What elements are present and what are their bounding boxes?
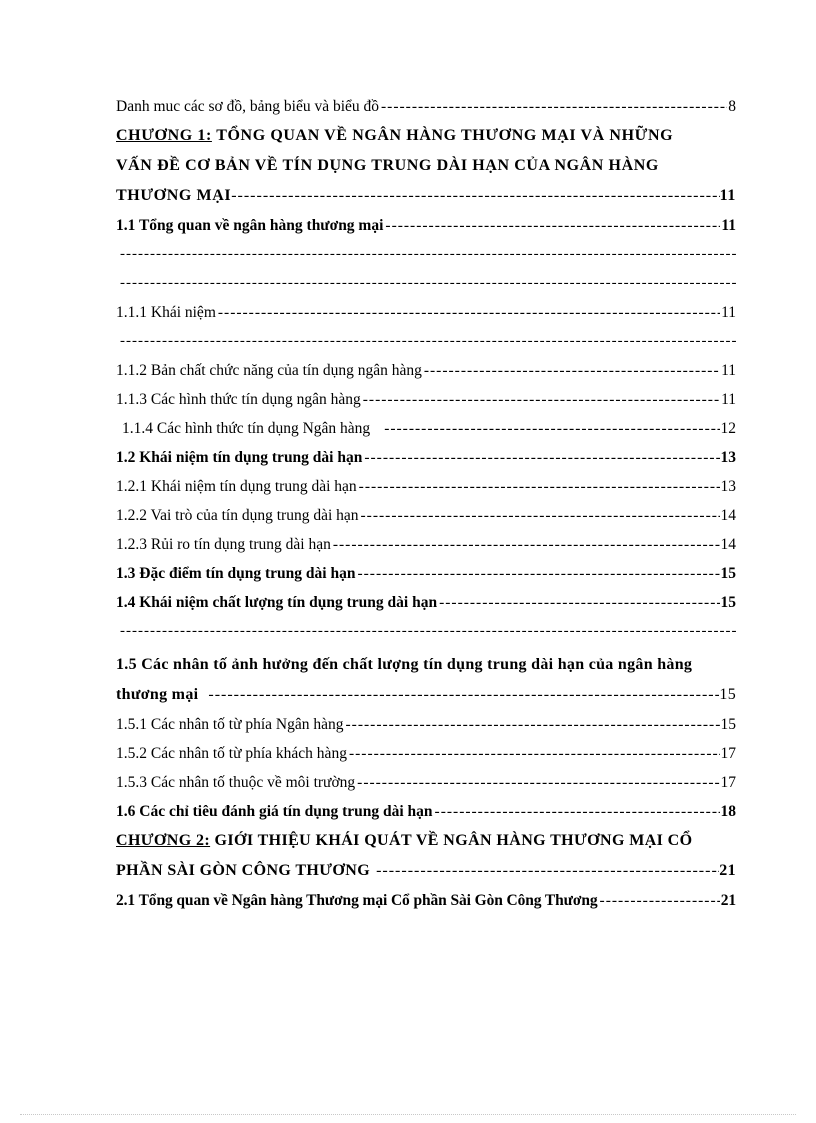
toc-label: 1.2 Khái niệm tín dụng trung dài hạn (116, 449, 363, 466)
toc-label: 1.5.2 Các nhân tố từ phía khách hàng (116, 745, 347, 762)
toc-page-number: 14 (720, 507, 736, 524)
toc-page-number: 11 (721, 362, 736, 379)
toc-entry-1-1[interactable] (116, 211, 736, 240)
toc-page-number: 18 (720, 803, 736, 820)
toc-entry-1-2-1[interactable] (116, 472, 736, 501)
toc-page-number: 21 (719, 862, 736, 879)
dot-leader (346, 710, 720, 739)
dot-leader (376, 856, 719, 886)
chapter-title-line-2: VẤN ĐỀ CƠ BẢN VỀ TÍN DỤNG TRUNG DÀI HẠN CỦA NGÂN HÀNG (116, 157, 659, 174)
dot-leader (231, 181, 719, 211)
toc-entry-1-2-2[interactable] (116, 501, 736, 530)
dot-leader (424, 356, 720, 385)
toc-page-number: 15 (720, 565, 736, 582)
toc-page-number: 15 (720, 716, 736, 733)
dot-leader (363, 385, 720, 414)
toc-page-number: 17 (720, 774, 736, 791)
dot-leader (381, 92, 727, 121)
toc-entry-1-6[interactable] (116, 797, 736, 826)
toc-entry-1-2[interactable] (116, 443, 736, 472)
toc-page-number: 13 (720, 449, 736, 466)
dot-leader (385, 211, 720, 240)
dot-leader (435, 797, 720, 826)
chapter-title-line-1: GIỚI THIỆU KHÁI QUÁT VỀ NGÂN HÀNG THƯƠNG MẠI CỔ (210, 832, 693, 849)
dot-leader (349, 739, 720, 768)
dot-leader (384, 414, 719, 443)
toc-label: 1.2.2 Vai trò của tín dụng trung dài hạn (116, 507, 359, 524)
toc-entry-1-1-1[interactable] (116, 298, 736, 327)
toc-label: 2.1 Tổng quan về Ngân hàng Thương mại Cổ phần Sài Gòn Công Thương (116, 892, 598, 909)
toc-page-number: 21 (720, 892, 736, 909)
dot-leader (357, 559, 719, 588)
toc-page-number: 15 (720, 594, 736, 611)
toc-entry-1-2-3[interactable] (116, 530, 736, 559)
toc-label: 1.1 Tổng quan về ngân hàng thương mại (116, 217, 384, 234)
dot-leader (333, 530, 720, 559)
dash-line (120, 240, 736, 269)
chapter-prefix: CHƯƠNG 1: (116, 127, 212, 144)
toc-page-number: 11 (721, 217, 736, 234)
toc-entry-1-1-2[interactable] (116, 356, 736, 385)
toc-page-number: 11 (719, 187, 736, 204)
toc-label: 1.1.4 Các hình thức tín dụng Ngân hàng (122, 420, 371, 437)
chapter-title-line-1: TỔNG QUAN VỀ NGÂN HÀNG THƯƠNG MẠI VÀ NHỮNG (211, 127, 674, 144)
table-of-contents (116, 92, 736, 915)
toc-entry-1-5[interactable] (116, 650, 736, 710)
dot-leader (364, 443, 719, 472)
dash-line (120, 327, 736, 356)
toc-entry-chapter-2[interactable] (116, 826, 736, 886)
toc-page-number: 14 (720, 536, 736, 553)
toc-label: 1.2.1 Khái niệm tín dụng trung dài hạn (116, 478, 357, 495)
toc-page-number: 13 (720, 478, 736, 495)
toc-label: 1.2.3 Rủi ro tín dụng trung dài hạn (116, 536, 331, 553)
toc-label: 1.1.3 Các hình thức tín dụng ngân hàng (116, 391, 361, 408)
toc-entry-1-4[interactable] (116, 588, 736, 617)
toc-label: 1.5.3 Các nhân tố thuộc về môi trường (116, 774, 356, 791)
toc-label: 1.3 Đặc điểm tín dụng trung dài hạn (116, 565, 356, 582)
page-bottom-border (20, 1114, 796, 1115)
dot-leader (218, 298, 720, 327)
toc-entry-1-3[interactable] (116, 559, 736, 588)
toc-entry-chapter-1[interactable] (116, 121, 736, 211)
toc-entry-1-5-2[interactable] (116, 739, 736, 768)
toc-entry-1-5-1[interactable] (116, 710, 736, 739)
toc-entry-1-1-3[interactable] (116, 385, 736, 414)
toc-label-line-2: thương mại (116, 686, 199, 703)
dot-leader (359, 472, 720, 501)
dot-leader (361, 501, 720, 530)
toc-label: 1.1.2 Bản chất chức năng của tín dụng ngân hàng (116, 362, 422, 379)
toc-label: 1.1.1 Khái niệm (116, 304, 216, 321)
toc-page-number: 8 (728, 98, 736, 115)
dot-leader (208, 680, 719, 710)
toc-page-number: 11 (721, 304, 736, 321)
dot-leader (600, 886, 720, 915)
toc-page-number: 17 (720, 745, 736, 762)
toc-entry-1-5-3[interactable] (116, 768, 736, 797)
toc-page-number: 11 (721, 391, 736, 408)
dash-line (120, 269, 736, 298)
toc-label: 1.5.1 Các nhân tố từ phía Ngân hàng (116, 716, 344, 733)
toc-entry-2-1[interactable] (116, 886, 736, 915)
toc-page-number: 15 (719, 686, 736, 703)
chapter-prefix: CHƯƠNG 2: (116, 832, 211, 849)
toc-label: Danh muc các sơ đồ, bảng biểu và biểu đồ (116, 98, 380, 115)
toc-page-number: 12 (720, 420, 736, 437)
toc-entry-intro[interactable] (116, 92, 736, 121)
dash-line (120, 617, 736, 646)
chapter-title-line-3: THƯƠNG MẠI (116, 187, 232, 204)
dot-leader (357, 768, 719, 797)
toc-label: 1.4 Khái niệm chất lượng tín dụng trung dài hạn (116, 594, 438, 611)
dot-leader (439, 588, 719, 617)
toc-label-line-1: 1.5 Các nhân tố ảnh hưởng đến chất lượng tín dụng trung dài hạn của ngân hàng (116, 656, 693, 673)
toc-entry-1-1-4[interactable] (116, 414, 736, 443)
toc-label: 1.6 Các chỉ tiêu đánh giá tín dụng trung dài hạn (116, 803, 433, 820)
chapter-title-line-2: PHẦN SÀI GÒN CÔNG THƯƠNG (116, 862, 371, 879)
